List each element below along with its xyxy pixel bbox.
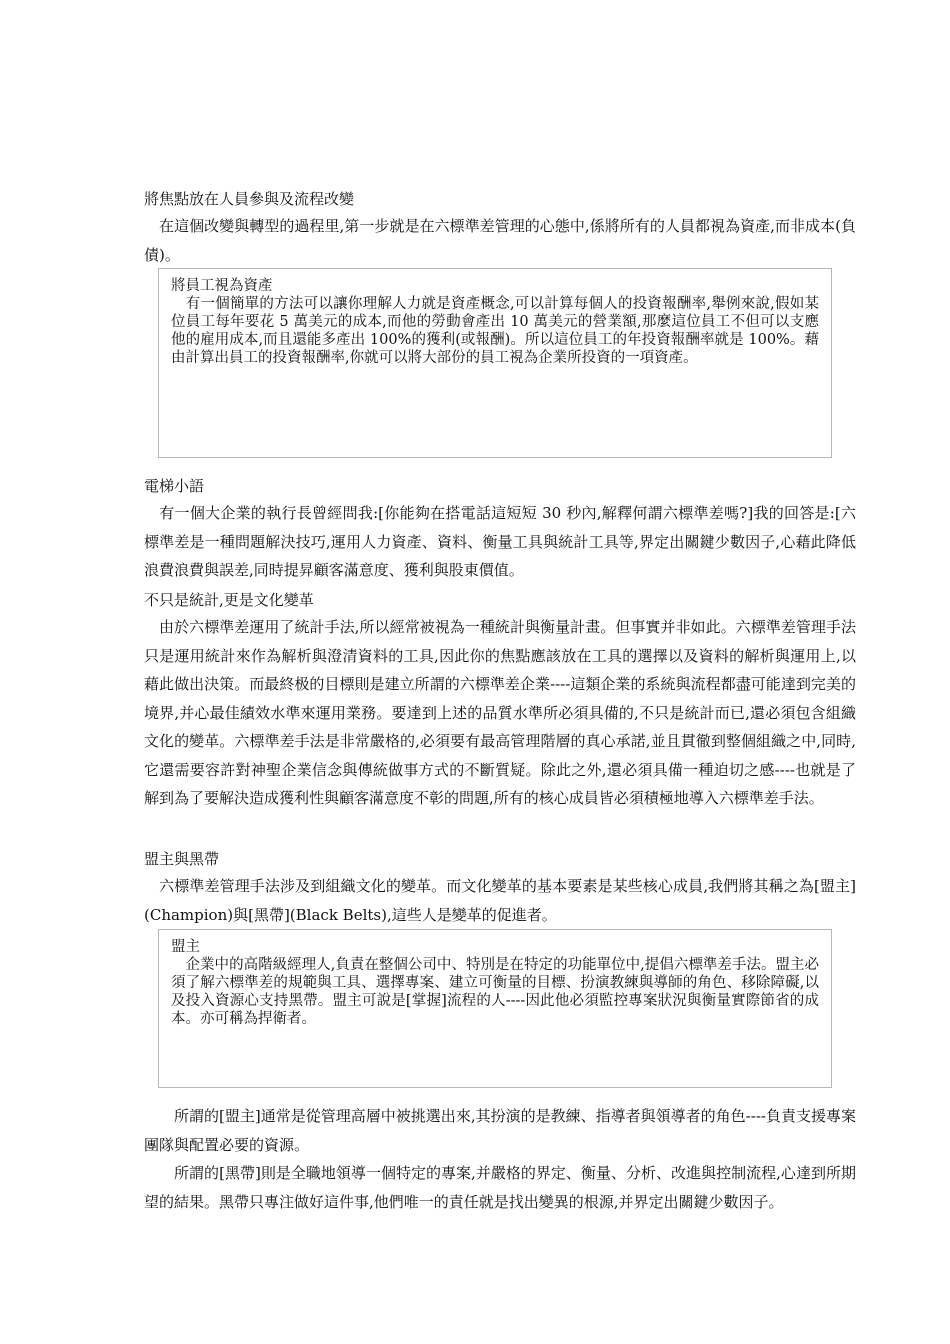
paragraph-champion-intro: 六標準差管理手法涉及到組織文化的變革。而文化變革的基本要素是某些核心成員,我們將其稱之為[盟主](Champion)與[黑帶](Black Belts),這些人是變革的促進者。 — [144, 877, 856, 924]
paragraph-transformation: 在這個改變與轉型的過程里,第一步就是在六標準差管理的心態中,係將所有的人員都視為資產,而非成本(負債)。 — [144, 217, 856, 264]
paragraph-champion-role: 所謂的[盟主]通常是從管理高層中被挑選出來,其扮演的是教練、指導者與領導者的角色----負責支援專案團隊與配置必要的資源。 — [144, 1107, 856, 1154]
callout-box-champion — [158, 929, 832, 1088]
callout-box-employee-asset — [158, 268, 832, 458]
paragraph-culture: 由於六標準差運用了統計手法,所以經常被視為一種統計與衡量計畫。但事實并非如此。六標準差管理手法只是運用統計來作為解析與澄清資料的工具,因此你的焦點應該放在工具的選擇以及資料的解析與運用上,以藉此做出決策。而最終极的目標則是建立所謂的六標準差企業----這類企業的系統與流程都盡可能達到完美的境界,并心最佳績效水準來運用業務。要達到上述的品質水準所必須具備的,不只是統計而已,還必須包含組織文化的變革。六標準差手法是非常嚴格的,必須要有最高管理階層的真心承諾,並且貫徹到整個組織之中,同時,它還需要容許對神聖企業信念與傳統做事方式的不斷質疑。除此之外,還必須具備一種迫切之感----也就是了解到為了要解決造成獲利性與顧客滿意度不彰的問題,所有的核心成員皆必須積極地導入六標準差手法。 — [144, 618, 856, 807]
section-heading-culture: 不只是統計,更是文化變革 — [144, 591, 314, 609]
section-heading-focus: 將焦點放在人員參與及流程改變 — [144, 190, 355, 208]
section-heading-champion: 盟主與黑帶 — [144, 850, 220, 868]
callout-title-champion: 盟主 — [171, 939, 200, 955]
paragraph-elevator: 有一個大企業的執行長曾經問我:[你能夠在搭電話這短短 30 秒內,解釋何謂六標準差嗎?]我的回答是:[六標準差是一種問題解決技巧,運用人力資產、資料、衡量工具與統計工具等,界定出關鍵少數因子,心藉此降低浪費浪費與誤差,同時提昇顧客滿意度、獲利與股東價值。 — [144, 504, 856, 579]
section-heading-elevator: 電梯小語 — [144, 477, 205, 495]
callout-body-champion: 企業中的高階級經理人,負責在整個公司中、特別是在特定的功能單位中,提倡六標準差手法。盟主必須了解六標準差的規範與工具、選擇專案、建立可衡量的目標、扮演教練與導師的角色、移除障礙,以及投入資源心支持黑帶。盟主可說是[掌握]流程的人----因此他必須監控專案狀況與衡量實際節省的成本。亦可稱為捍衛者。 — [171, 957, 819, 1027]
paragraph-black-belt-role: 所謂的[黑帶]則是全職地領導一個特定的專案,并嚴格的界定、衡量、分析、改進與控制流程,心達到所期望的結果。黑帶只專注做好這件事,他們唯一的責任就是找出變異的根源,并界定出關鍵少數因子。 — [144, 1164, 856, 1211]
callout-body-employee-asset: 有一個簡單的方法可以讓你理解人力就是資產概念,可以計算每個人的投資報酬率,舉例來說,假如某位員工每年要花 5 萬美元的成本,而他的勞動會產出 10 萬美元的營業額,那麼這位員工不但可以支應他的雇用成本,而且還能多產出 100%的獲利(或報酬)。所以這位員工的年投資報酬率就是 100%。藉由計算出員工的投資報酬率,你就可以將大部份的員工視為企業所投資的一項資產。 — [171, 296, 819, 366]
callout-title-employee-asset: 將員工視為資產 — [171, 278, 273, 294]
